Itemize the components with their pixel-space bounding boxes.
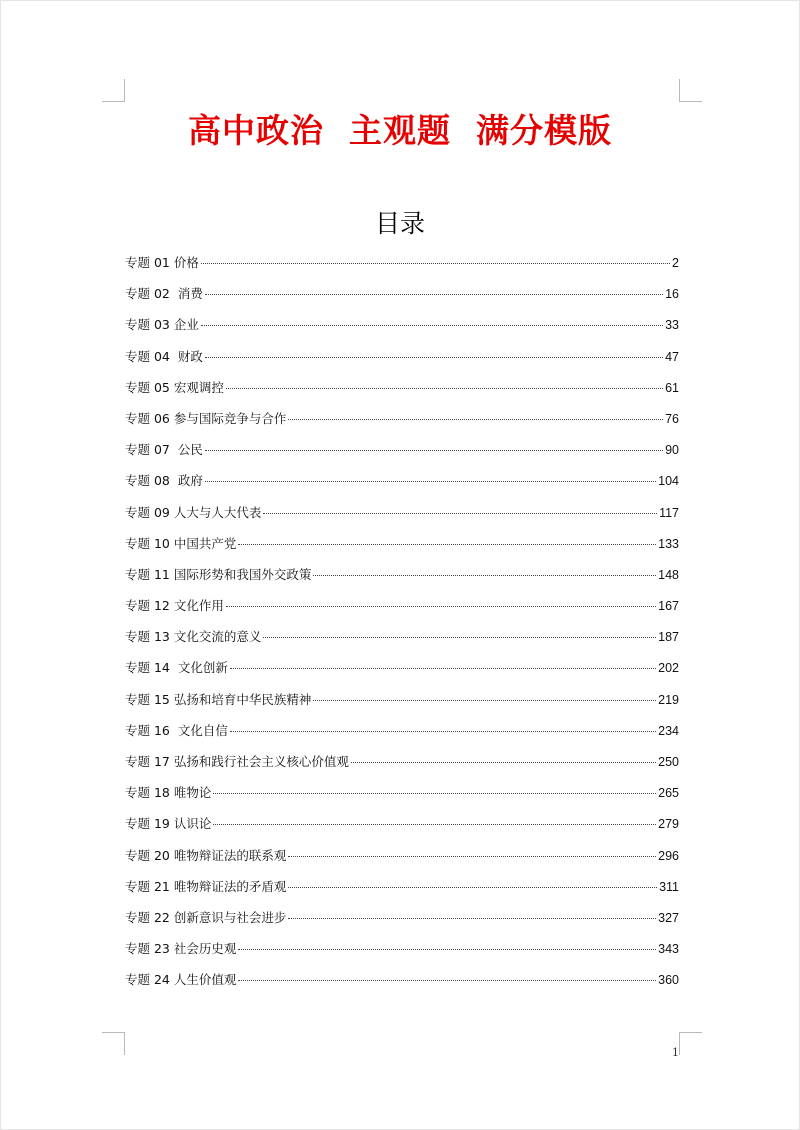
toc-dot-leader [213,793,656,794]
toc-dot-leader [201,325,663,326]
toc-dot-leader [205,481,656,482]
toc-entry-page-number: 279 [658,817,679,832]
toc-entry-label: 专题 13 文化交流的意义 [125,629,262,645]
toc-entry-page-number: 33 [665,318,679,333]
toc-entry-label: 专题 17 弘扬和践行社会主义核心价值观 [125,754,349,769]
crop-mark-top-right [679,79,702,102]
toc-entry-page-number: 76 [665,411,679,426]
toc-dot-leader [205,450,663,451]
toc-dot-leader [238,544,656,545]
toc-entry-label: 专题 09 人大与人大代表 [125,504,262,520]
toc-entry[interactable] [125,902,679,933]
toc-entry[interactable] [125,403,679,434]
toc-entry-label: 专题 18 唯物论 [125,785,212,801]
toc-entry-page-number: 311 [659,879,679,894]
toc-dot-leader [288,419,663,420]
toc-entry[interactable] [125,964,679,995]
toc-dot-leader [213,824,656,825]
crop-mark-bottom-right [679,1032,702,1055]
toc-entry-label: 专题 12 文化作用 [125,598,224,614]
toc-dot-leader [313,700,656,701]
toc-entry[interactable] [125,933,679,964]
toc-entry-label: 专题 19 认识论 [125,816,212,832]
toc-entry-page-number: 296 [658,848,679,863]
toc-entry-label: 专题 06 参与国际竞争与合作 [125,410,287,426]
toc-entry-page-number: 250 [658,755,679,769]
toc-entry[interactable] [125,434,679,465]
toc-dot-leader [205,294,663,295]
table-of-contents [125,247,679,996]
toc-dot-leader [288,856,656,857]
toc-entry-label: 专题 07 公民 [125,442,203,458]
toc-entry-page-number: 47 [665,349,679,364]
toc-entry-page-number: 16 [665,287,679,302]
crop-mark-bottom-left [102,1032,125,1055]
page-number: 1 [672,1046,679,1059]
toc-heading: 目录 [374,209,425,238]
toc-entry[interactable] [125,341,679,372]
toc-entry-page-number: 265 [658,786,679,801]
toc-entry-page-number: 343 [658,942,679,957]
toc-entry[interactable] [125,840,679,871]
toc-dot-leader [201,263,670,264]
toc-entry-page-number: 133 [658,536,679,551]
toc-entry-page-number: 90 [665,443,679,458]
toc-dot-leader [313,575,656,576]
toc-entry[interactable] [125,528,679,559]
toc-dot-leader [230,731,656,732]
toc-entry[interactable] [125,808,679,839]
toc-dot-leader [263,513,657,514]
toc-entry-label: 专题 05 宏观调控 [125,379,224,395]
toc-entry[interactable] [125,684,679,715]
toc-dot-leader [226,388,663,389]
toc-dot-leader [238,949,656,950]
toc-entry-page-number: 2 [672,256,679,270]
toc-dot-leader [351,762,656,763]
toc-dot-leader [205,357,663,358]
toc-entry-label: 专题 22 创新意识与社会进步 [125,909,287,925]
toc-entry[interactable] [125,652,679,683]
crop-mark-top-left [102,79,125,102]
toc-entry[interactable] [125,372,679,403]
toc-dot-leader [288,887,657,888]
toc-entry-label: 专题 10 中国共产党 [125,535,237,551]
toc-entry-page-number: 202 [658,661,679,676]
toc-entry-page-number: 187 [658,630,679,645]
toc-dot-leader [263,637,656,638]
toc-entry-label: 专题 23 社会历史观 [125,941,237,957]
toc-entry[interactable] [125,309,679,340]
toc-entry-label: 专题 11 国际形势和我国外交政策 [125,566,312,582]
toc-entry-label: 专题 15 弘扬和培育中华民族精神 [125,691,312,707]
toc-entry[interactable] [125,746,679,777]
toc-entry[interactable] [125,247,679,278]
toc-entry-label: 专题 21 唯物辩证法的矛盾观 [125,878,287,894]
toc-entry[interactable] [125,871,679,902]
toc-entry[interactable] [125,715,679,746]
toc-dot-leader [226,606,656,607]
toc-entry-page-number: 167 [658,599,679,614]
toc-entry-page-number: 219 [658,692,679,707]
document-title: 高中政治 主观题 满分模版 [188,111,612,150]
toc-entry-label: 专题 08 政府 [125,473,203,489]
toc-entry-label: 专题 01 价格 [125,255,199,270]
toc-entry-label: 专题 14 文化创新 [125,660,228,676]
toc-entry-label: 专题 03 企业 [125,317,199,333]
toc-entry[interactable] [125,621,679,652]
toc-entry[interactable] [125,777,679,808]
toc-entry[interactable] [125,278,679,309]
toc-entry[interactable] [125,559,679,590]
toc-entry-page-number: 327 [658,910,679,925]
toc-entry-label: 专题 02 消费 [125,286,203,302]
toc-entry-page-number: 360 [658,973,679,988]
toc-entry-page-number: 61 [665,380,679,395]
toc-entry-label: 专题 24 人生价值观 [125,972,237,988]
toc-entry[interactable] [125,497,679,528]
toc-entry-page-number: 234 [658,723,679,738]
toc-entry-page-number: 117 [659,505,679,520]
toc-entry-page-number: 148 [658,567,679,582]
toc-dot-leader [230,668,656,669]
toc-entry-page-number: 104 [658,474,679,489]
toc-entry-label: 专题 04 财政 [125,348,203,364]
toc-dot-leader [288,918,656,919]
toc-entry-label: 专题 16 文化自信 [125,722,228,738]
toc-entry[interactable] [125,465,679,496]
toc-dot-leader [238,980,656,981]
toc-entry-label: 专题 20 唯物辩证法的联系观 [125,847,287,863]
toc-entry[interactable] [125,590,679,621]
